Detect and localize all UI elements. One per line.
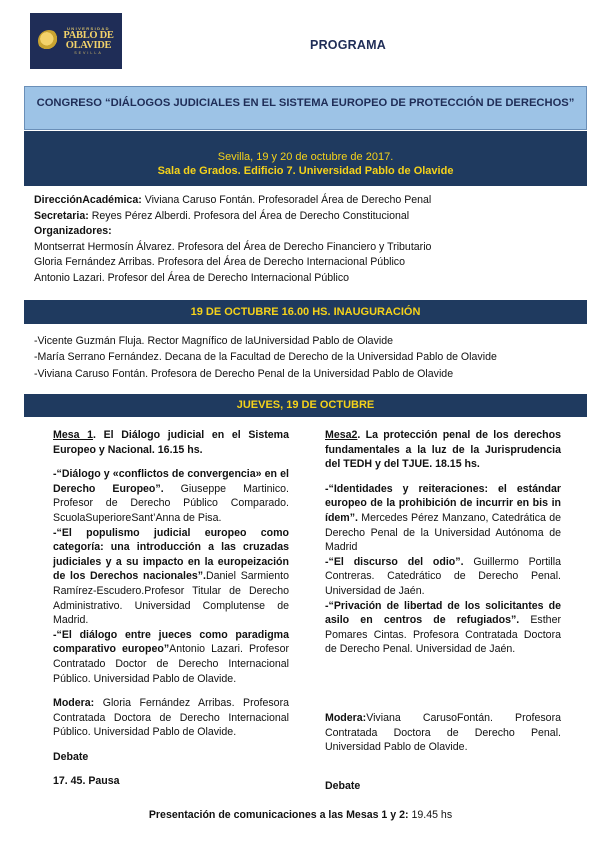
mesa1-debate: Debate [53,750,89,763]
logo-line-2: PABLO DE [63,30,114,41]
event-date: Sevilla, 19 y 20 de octubre de 2017. [217,151,394,163]
mesa1-modera: Modera: Gloria Fernández Arribas. Profesora Contratada Doctora de Derecho Internacional Público. Universidad Pablo de Olavide. [53,697,289,739]
mesa2-column [325,428,561,793]
mesa2-talk: -“Privación de libertad de los solicitantes de asilo en centros de refugiados”. Esther Pomares Cintas. Profesora Contratada Doctora de Derecho Penal. Universidad de Jaén. [325,599,561,656]
presentacion-label: Presentación de comunicaciones a las Mesas 1 y 2: [148,809,409,821]
direccion-value: Viviana Caruso Fontán. Profesoradel Área de Derecho Penal [141,194,432,206]
mesa1-talk: -“Diálogo y «conflictos de convergencia» en el Derecho Europeo”. Giuseppe Martinico. Profesor de Derecho Público Comparado. ScuolaSuperioreSant’Anna de Pisa. [53,468,289,524]
page-title: PROGRAMA [310,38,386,52]
jueves-heading: JUEVES, 19 DE OCTUBRE [236,399,375,411]
inauguracion-list [34,333,574,382]
mesa2-modera: Modera:Viviana CarusoFontán. Profesora Contratada Doctora de Derecho Penal. Universidad Pablo de Olavide. [325,711,561,754]
congreso-title: CONGRESO “DIÁLOGOS JUDICIALES EN EL SISTEMA EUROPEO DE PROTECCIÓN DE DERECHOS” [36,97,575,109]
mesa2-debate: Debate [325,779,361,792]
mesa1-column [53,428,289,789]
inauguracion-heading: 19 DE OCTUBRE 16.00 HS. INAUGURACIÓN [190,306,421,318]
event-date-band [24,131,587,186]
secretaria-label: Secretaria: [34,209,89,222]
secretaria-value: Reyes Pérez Alberdi. Profesora del Área de Derecho Constitucional [88,209,410,222]
logo-line-4: SEVILLA [74,51,103,55]
direccion-label: DirecciónAcadémica: [34,194,142,206]
organizador-item: Antonio Lazari. Profesor del Área de Derecho Internacional Público [34,271,350,284]
congreso-title-band [24,86,587,130]
inauguracion-item: -Viviana Caruso Fontán. Profesora de Derecho Penal de la Universidad Pablo de Olavide [34,367,454,380]
organizador-item: Gloria Fernández Arribas. Profesora del Área de Derecho Internacional Público [34,256,405,269]
presentacion-line [0,808,601,823]
mesa1-talk: -“El populismo judicial europeo como categoría: una introducción a las cruzadas judiciales y a su impacto en la europeización de los Derechos nacionales”.Daniel Sarmiento Ramírez-Escudero.Profesor Titular de Derecho Administrativo. Universidad Complutense de Madrid. [53,526,289,627]
direccion-line [34,193,574,209]
logo-line-3: OLAVIDE [65,40,112,51]
inauguracion-item: -María Serrano Fernández. Decana de la Facultad de Derecho de la Universidad Pablo de Olavide [34,351,497,364]
organizadores-label: Organizadores: [34,225,112,238]
mesa1-heading: Mesa 1. El Diálogo judicial en el Sistema Europeo y Nacional. 16.15 hs. [53,429,289,456]
mesa2-talk: -“El discurso del odio”. Guillermo Portilla Contreras. Catedrático de Derecho Penal. Universidad de Jaén. [325,555,561,597]
mesa1-talk: -“El diálogo entre jueces como paradigma comparativo europeo”Antonio Lazari. Profesor Contratado Doctor de Derecho Internacional Público. Universidad Pablo de Olavide. [53,628,289,685]
secretaria-line [34,209,574,225]
jueves-band [24,394,587,417]
organization-info [34,193,574,287]
inauguracion-band [24,300,587,324]
mesa2-talk: -“Identidades y reiteraciones: el estándar europeo de la prohibición de incurrir en bis in ídem”. Mercedes Pérez Manzano, Catedrática de Derecho Penal de la Universidad Autónoma de Madrid [325,482,561,554]
inauguracion-item: -Vicente Guzmán Fluja. Rector Magnífico de laUniversidad Pablo de Olavide [34,335,393,347]
presentacion-time: 19.45 hs [408,809,453,821]
logo-line-1: UNIVERSIDAD [67,26,110,31]
mesa1-pausa: 17. 45. Pausa [53,775,120,788]
mesa2-heading: Mesa2. La protección penal de los derechos fundamentales a la luz de la Jurisprudencia del TEDH y del TJUE. 18.15 hs. [325,429,561,471]
organizador-item: Montserrat Hermosín Álvarez. Profesora del Área de Derecho Financiero y Tributario [34,240,432,253]
event-venue: Sala de Grados. Edificio 7. Universidad Pablo de Olavide [157,165,454,177]
